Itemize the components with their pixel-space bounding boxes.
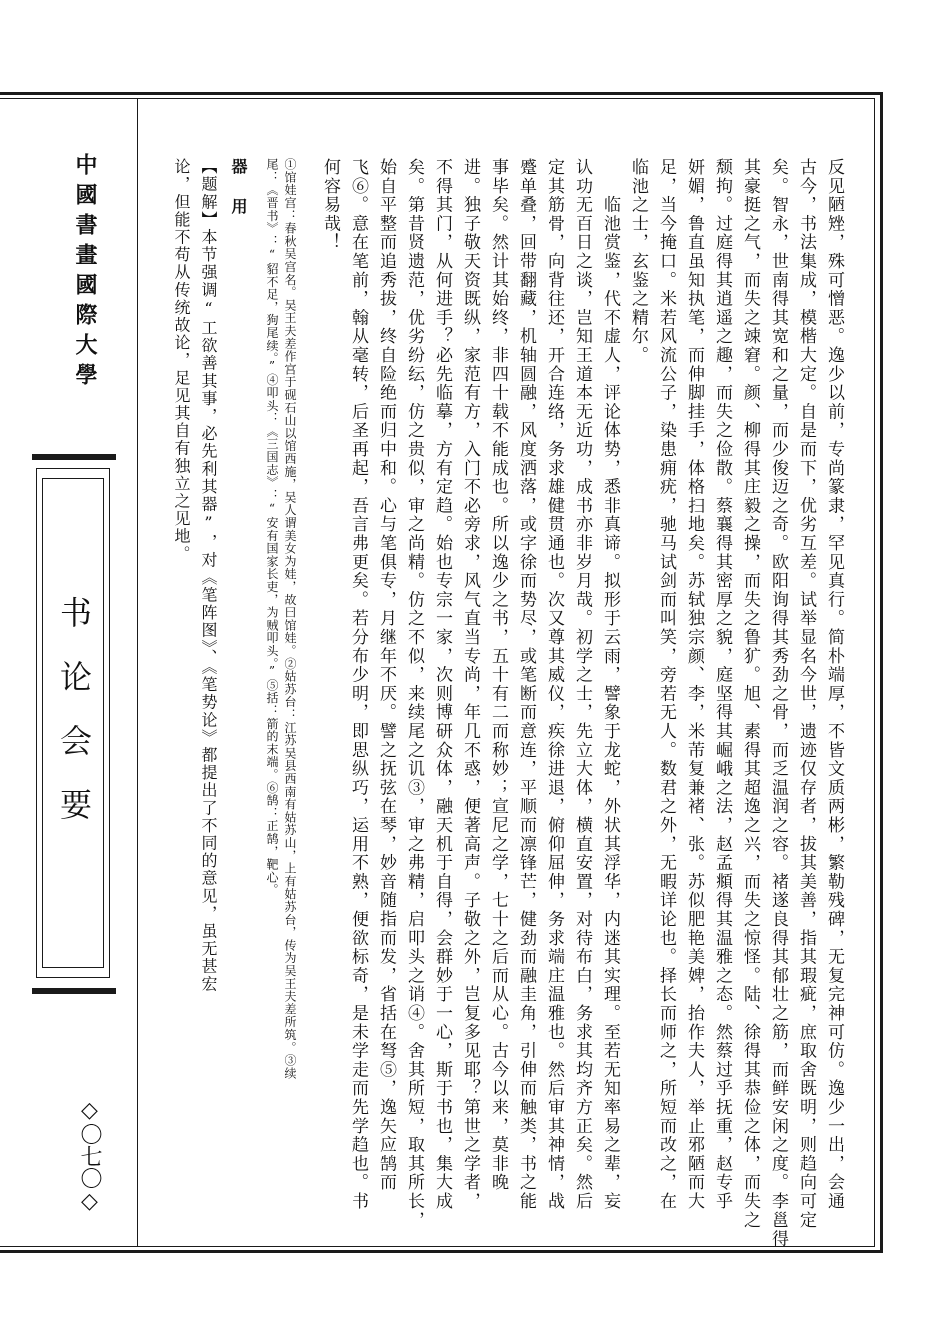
body-column: 足，当今掩口。米若风流公子，染患痈疣，驰马试剑而叫笑，旁若无人。数君之外，无暇详论也。择长而师之，所短而改之，在	[656, 158, 676, 1211]
body-column: 临池赏鉴，代不虚人，评论体势，悉非真谛。拟形于云雨，譬象于龙蛇，外状其浮华，内迷其实理。至若无知率易之辈，妄	[600, 158, 620, 1211]
explanation-column: 论，但能不苟从传统故论，足见其自有独立之见地。	[172, 158, 191, 563]
main-text-area	[142, 158, 844, 1249]
label-top-bar	[32, 454, 116, 460]
body-column: 蹙单叠，回带翻藏，机轴圆融，风度洒落，或字徐而势尽，或笔断而意连，平顺而凛锋芒，健劲而融圭角，引伸而触类，书之能	[516, 158, 536, 1211]
body-column: 临池之士，玄鉴之精尔。	[628, 158, 648, 365]
explanation-column: 【题解】本节强调“工欲善其事，必先利其器”，对《笔阵图》、《笔势论》都提出了不同的意见，虽无甚宏	[199, 158, 218, 993]
body-column: 妍媚，鲁直虽知执笔，而伸脚挂手，体格扫地矣。苏轼独宗颜、李，米芾复兼褚、张。苏似肥艳美婢，抬作夫人，举止邪陋而大	[684, 158, 704, 1211]
publisher-title: 中國書畫國際大學	[72, 153, 98, 393]
label-bottom-bar	[32, 988, 116, 994]
section-label: 书论会要	[55, 596, 93, 852]
body-column: 飞⑥。意在笔前，翰从毫转，后圣再起，吾言弗更矣。若分布少明，即思纵巧，运用不熟，便欲标奇，是未学走而先学趋也。书	[348, 158, 368, 1211]
body-column: 矣。第昔贤遗范，优劣纷纭，仿之贵似，审之尚精。仿之不似，来续尾之讥③，审之弗精，启叩头之诮④。舍其所短，取其所长，	[404, 158, 424, 1230]
body-column: 进。独子敬天资既纵，家范有方，入门不必旁求，风气直当专尚，年几不惑，便著高声。子敬之外，岂复多见耶？第世之学者，	[460, 158, 480, 1211]
body-column: 事毕矣。然计其始终，非四十载不能成也。所以逸少之书，五十有二而称妙；宣尼之学，七十之后而从心。古今以来，莫非晚	[488, 158, 508, 1192]
body-column: 其豪挺之气，而失之竦窘。颜、柳得其庄毅之操，而失之鲁犷。旭、素得其超逸之兴，而失之惊怪。陆、徐得其恭俭之体，而失之	[740, 158, 760, 1230]
body-column: 古今，书法集成，模楷大定。自是而下，优劣互差。试举显名今世，遗迹仅存者，拔其美善，指其瑕疵，庶取舍既明，则趋向可定	[796, 158, 816, 1230]
body-column: 定其筋骨，向背往还，开合连络，务求雄健贯通也。次又尊其威仪，疾徐进退，俯仰屈伸，务求端庄温雅也。然后审其神情，战	[544, 158, 564, 1211]
body-column: 不得其门，从何进手？必先临摹，方有定趋。始也专宗一家，次则博研众体，融天机于自得，会群妙于一心，斯于书也，集大成	[432, 158, 452, 1211]
body-column: 矣。智永，世南得其宽和之量，而少俊迈之奇。欧阳询得其秀劲之骨，而乏温润之容。褚遂良得其郁壮之筋，而鲜安闲之度。李邕得	[768, 158, 788, 1249]
body-column: 颓拘。过庭得其逍遥之趣，而失之俭散。蔡襄得其密厚之貌，庭坚得其崛峨之法，赵孟頫得其温雅之态。然蔡过乎抚重，赵专乎	[712, 158, 732, 1211]
column-gap	[296, 158, 310, 1208]
body-column: 始自平整而追秀拔，终自险绝而归中和。心与笔俱专，月继年不厌。譬之抚弦在琴，妙音随指而发，省括在弩⑤，逸矢应鹄而	[376, 158, 396, 1192]
footnote-column: 尾：《晋书》：“貂不足，狗尾续。”④叩头：《三国志》：“安有国家长吏，为贼叩头。”⑤括：箭的末端。⑥鹄：正鹄，靶心。	[265, 158, 279, 897]
column-gap	[246, 158, 260, 1208]
page-number: ◇〇七〇◇	[77, 1098, 102, 1214]
body-column: 反见陋矬，殊可憎恶。逸少以前，专尚篆隶，罕见真行。简朴端厚，不皆文质两彬，繁勒残碑，无复完神可仿。逸少一出，会通	[824, 158, 844, 1211]
footnote-column: ①馆娃宫：春秋吴宫名。吴王夫差作宫于砚石山以馆西施，吴人谓美女为娃，故曰馆娃。②姑苏台：江苏吴县西南有姑苏山，上有姑苏台，传为吴王夫差所筑。③续	[283, 158, 297, 1080]
section-label-block	[32, 454, 116, 994]
section-heading: 器 用	[229, 158, 248, 218]
body-column: 认功无百日之谈，岂知王道本无近功，成书亦非岁月哉。初学之士，先立大体，横直安置，对待布白，务求其均齐方正矣。然后	[572, 158, 592, 1211]
sidebar	[12, 98, 138, 1247]
body-column: 何容易哉！	[320, 158, 340, 252]
